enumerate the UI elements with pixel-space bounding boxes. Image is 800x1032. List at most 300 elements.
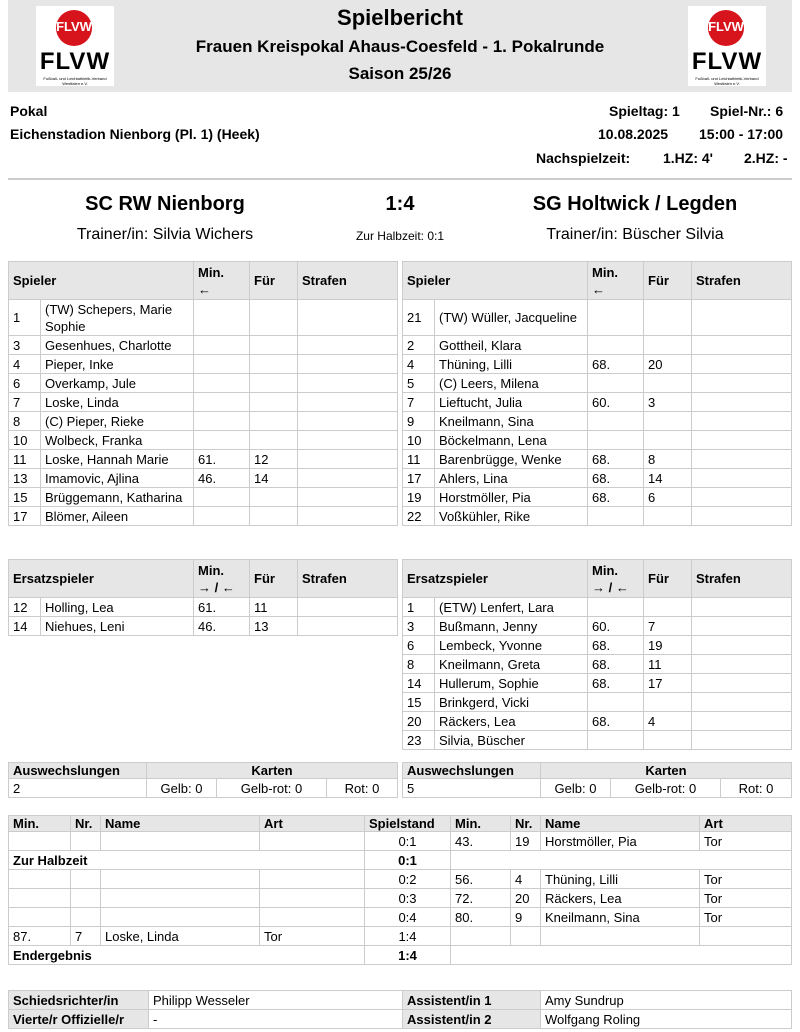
- sub-for: 20: [644, 355, 692, 374]
- player-name: Silvia, Büscher: [435, 731, 588, 750]
- sub-minute: 68.: [588, 712, 644, 731]
- player-number: 1: [9, 300, 41, 336]
- away-player: Räckers, Lea: [541, 889, 700, 908]
- player-name: (C) Leers, Milena: [435, 374, 588, 393]
- penalties: [298, 431, 398, 450]
- player-name: Pieper, Inke: [41, 355, 194, 374]
- sub-minute: 68.: [588, 636, 644, 655]
- col-strafen: Strafen: [692, 560, 792, 598]
- fourth-official-name: -: [149, 1010, 403, 1029]
- col-nr: Nr.: [71, 816, 101, 832]
- home-player: Loske, Linda: [101, 927, 260, 946]
- away-number: [511, 927, 541, 946]
- yellow-red-count: Gelb-rot: 0: [611, 779, 721, 798]
- player-number: 23: [403, 731, 435, 750]
- player-number: 11: [403, 450, 435, 469]
- col-karten: Karten: [147, 763, 398, 779]
- player-name: Böckelmann, Lena: [435, 431, 588, 450]
- sub-for: 6: [644, 488, 692, 507]
- player-name: Lieftucht, Julia: [435, 393, 588, 412]
- final-score: 1:4: [385, 193, 415, 215]
- away-number: 20: [511, 889, 541, 908]
- player-row: [403, 598, 792, 617]
- penalties: [692, 469, 792, 488]
- sub-for: [644, 731, 692, 750]
- penalties: [298, 374, 398, 393]
- penalties: [692, 412, 792, 431]
- sub-for: 3: [644, 393, 692, 412]
- home-type: [260, 870, 365, 889]
- home-minute: [9, 908, 71, 927]
- home-number: 7: [71, 927, 101, 946]
- player-name: Blömer, Aileen: [41, 507, 194, 526]
- col-min: Min.: [9, 816, 71, 832]
- home-minute: [9, 832, 71, 851]
- away-subs-table: [402, 559, 792, 750]
- player-row: [9, 507, 398, 526]
- away-number: 4: [511, 870, 541, 889]
- penalties: [692, 300, 792, 336]
- player-row: [403, 507, 792, 526]
- away-player: [541, 927, 700, 946]
- player-number: 10: [403, 431, 435, 450]
- player-row: [9, 469, 398, 488]
- competition-title: Frauen Kreispokal Ahaus-Coesfeld - 1. Pokalrunde: [195, 37, 605, 56]
- logo-subtext: Fußball- und Leichtathletik-Verband Westfalen e.V.: [43, 76, 107, 86]
- col-name: Name: [101, 816, 260, 832]
- matchday: Spieltag: 1: [609, 103, 680, 119]
- fourth-official-label: Vierte/r Offizielle/r: [9, 1010, 149, 1029]
- home-number: [71, 908, 101, 927]
- away-trainer: Trainer/in: Büscher Silvia: [546, 226, 724, 243]
- player-row: [403, 693, 792, 712]
- penalties: [692, 507, 792, 526]
- away-minute: 72.: [451, 889, 511, 908]
- col-art: Art: [260, 816, 365, 832]
- col-nr: Nr.: [511, 816, 541, 832]
- player-name: Imamovic, Ajlina: [41, 469, 194, 488]
- sub-minute: [588, 431, 644, 450]
- player-number: 13: [9, 469, 41, 488]
- home-minute: [9, 889, 71, 908]
- halftime-score: Zur Halbzeit: 0:1: [355, 229, 445, 243]
- player-row: [403, 431, 792, 450]
- yellow-count: Gelb: 0: [147, 779, 217, 798]
- home-type: [260, 908, 365, 927]
- season-title: Saison 25/26: [348, 64, 452, 83]
- player-name: Brüggemann, Katharina: [41, 488, 194, 507]
- assistant1-label: Assistent/in 1: [403, 991, 541, 1010]
- stoppage-second-half: 2.HZ: -: [744, 150, 788, 166]
- yellow-count: Gelb: 0: [541, 779, 611, 798]
- player-number: 22: [403, 507, 435, 526]
- player-number: 4: [403, 355, 435, 374]
- col-name: Name: [541, 816, 700, 832]
- player-number: 3: [403, 617, 435, 636]
- player-row: [403, 469, 792, 488]
- home-subs-table: [8, 559, 398, 636]
- col-fuer: Für: [250, 560, 298, 598]
- flvw-logo-right: [688, 6, 766, 86]
- col-min: Min. → / ←: [194, 560, 250, 598]
- sub-for: [644, 336, 692, 355]
- player-number: 8: [9, 412, 41, 431]
- player-name: (ETW) Lenfert, Lara: [435, 598, 588, 617]
- away-type: Tor: [700, 889, 792, 908]
- player-name: Gottheil, Klara: [435, 336, 588, 355]
- sub-for: [250, 355, 298, 374]
- player-row: [403, 393, 792, 412]
- penalties: [692, 336, 792, 355]
- logo-subtext: Fußball- und Leichtathletik-Verband Westfalen e.V.: [695, 76, 759, 86]
- player-number: 17: [403, 469, 435, 488]
- sub-minute: [588, 336, 644, 355]
- away-player: Thüning, Lilli: [541, 870, 700, 889]
- sub-for: [250, 300, 298, 336]
- penalties: [692, 393, 792, 412]
- penalties: [692, 355, 792, 374]
- away-type: Tor: [700, 870, 792, 889]
- penalties: [692, 450, 792, 469]
- sub-minute: [194, 488, 250, 507]
- away-lineup-table: [402, 261, 792, 526]
- final-row-label: Endergebnis: [9, 946, 365, 965]
- player-number: 7: [403, 393, 435, 412]
- col-min: Min. ←: [194, 262, 250, 300]
- home-team: SC RW Nienborg: [85, 193, 245, 215]
- penalties: [692, 731, 792, 750]
- away-number: 19: [511, 832, 541, 851]
- col-ersatz: Ersatzspieler: [9, 560, 194, 598]
- away-summary-table: [402, 762, 792, 798]
- penalties: [298, 598, 398, 617]
- player-row: [403, 374, 792, 393]
- subs-count: 5: [403, 779, 541, 798]
- sub-minute: [194, 374, 250, 393]
- home-type: Tor: [260, 927, 365, 946]
- final-row-score: 1:4: [365, 946, 451, 965]
- player-row: [403, 674, 792, 693]
- sub-for: 4: [644, 712, 692, 731]
- event-row: [9, 908, 792, 927]
- player-row: [403, 355, 792, 374]
- away-minute: 80.: [451, 908, 511, 927]
- sub-for: [250, 412, 298, 431]
- player-number: 2: [403, 336, 435, 355]
- sub-minute: [588, 507, 644, 526]
- horse-emblem-icon: FLVW: [708, 10, 744, 46]
- sub-for: 12: [250, 450, 298, 469]
- player-name: Barenbrügge, Wenke: [435, 450, 588, 469]
- away-team: SG Holtwick / Legden: [532, 193, 738, 215]
- sub-minute: 68.: [588, 469, 644, 488]
- player-number: 1: [403, 598, 435, 617]
- sub-minute: [588, 731, 644, 750]
- player-name: Kneilmann, Sina: [435, 412, 588, 431]
- sub-minute: 60.: [588, 393, 644, 412]
- col-fuer: Für: [250, 262, 298, 300]
- sub-minute: 68.: [588, 674, 644, 693]
- sub-minute: [588, 693, 644, 712]
- sub-for: [644, 507, 692, 526]
- player-row: [403, 450, 792, 469]
- sub-minute: [194, 431, 250, 450]
- sub-for: [250, 507, 298, 526]
- player-number: 7: [9, 393, 41, 412]
- penalties: [692, 655, 792, 674]
- sub-for: 14: [250, 469, 298, 488]
- col-auswechslungen: Auswechslungen: [403, 763, 541, 779]
- home-number: [71, 832, 101, 851]
- player-number: 17: [9, 507, 41, 526]
- player-row: [9, 336, 398, 355]
- player-row: [9, 450, 398, 469]
- final-row: [9, 946, 792, 965]
- empty-cell: [451, 946, 792, 965]
- col-karten: Karten: [541, 763, 792, 779]
- assistant1-name: Amy Sundrup: [541, 991, 792, 1010]
- away-number: 9: [511, 908, 541, 927]
- sub-for: [250, 336, 298, 355]
- sub-for: 13: [250, 617, 298, 636]
- sub-minute: [194, 393, 250, 412]
- player-name: Räckers, Lea: [435, 712, 588, 731]
- event-row: [9, 927, 792, 946]
- sub-for: 8: [644, 450, 692, 469]
- venue: Eichenstadion Nienborg (Pl. 1) (Heek): [10, 126, 260, 142]
- player-name: Thüning, Lilli: [435, 355, 588, 374]
- player-row: [9, 300, 398, 336]
- sub-for: [644, 598, 692, 617]
- penalties: [298, 300, 398, 336]
- sub-minute: [194, 300, 250, 336]
- player-row: [9, 355, 398, 374]
- sub-for: [644, 412, 692, 431]
- home-type: [260, 889, 365, 908]
- home-type: [260, 832, 365, 851]
- penalties: [692, 636, 792, 655]
- player-number: 14: [403, 674, 435, 693]
- home-minute: 87.: [9, 927, 71, 946]
- penalties: [692, 674, 792, 693]
- player-number: 10: [9, 431, 41, 450]
- sub-for: [644, 431, 692, 450]
- match-time: 15:00 - 17:00: [699, 126, 784, 142]
- home-player: [101, 889, 260, 908]
- player-row: [403, 412, 792, 431]
- penalties: [298, 336, 398, 355]
- event-row: [9, 870, 792, 889]
- sub-for: [250, 374, 298, 393]
- home-trainer: Trainer/in: Silvia Wichers: [76, 226, 254, 243]
- assistant2-label: Assistent/in 2: [403, 1010, 541, 1029]
- match-date: 10.08.2025: [598, 126, 669, 142]
- col-min: Min. ←: [588, 262, 644, 300]
- player-row: [9, 431, 398, 450]
- penalties: [298, 469, 398, 488]
- player-number: 3: [9, 336, 41, 355]
- sub-minute: [588, 374, 644, 393]
- home-minute: [9, 870, 71, 889]
- sub-minute: [194, 507, 250, 526]
- player-row: [403, 655, 792, 674]
- player-row: [9, 374, 398, 393]
- player-row: [403, 488, 792, 507]
- home-player: [101, 908, 260, 927]
- player-row: [403, 712, 792, 731]
- event-row: [9, 889, 792, 908]
- col-ersatz: Ersatzspieler: [403, 560, 588, 598]
- empty-cell: [451, 851, 792, 870]
- penalties: [692, 598, 792, 617]
- player-row: [403, 617, 792, 636]
- penalties: [298, 450, 398, 469]
- horse-emblem-icon: FLVW: [56, 10, 92, 46]
- col-fuer: Für: [644, 262, 692, 300]
- sub-for: 11: [250, 598, 298, 617]
- player-number: 6: [403, 636, 435, 655]
- player-row: [403, 336, 792, 355]
- player-name: Holling, Lea: [41, 598, 194, 617]
- sub-minute: 46.: [194, 617, 250, 636]
- player-number: 5: [403, 374, 435, 393]
- sub-minute: [194, 336, 250, 355]
- subs-count: 2: [9, 779, 147, 798]
- player-number: 12: [9, 598, 41, 617]
- halftime-row: [9, 851, 792, 870]
- player-number: 20: [403, 712, 435, 731]
- player-number: 6: [9, 374, 41, 393]
- sub-for: 7: [644, 617, 692, 636]
- player-name: (TW) Schepers, Marie Sophie: [41, 300, 194, 336]
- player-number: 15: [9, 488, 41, 507]
- player-name: Lembeck, Yvonne: [435, 636, 588, 655]
- home-number: [71, 889, 101, 908]
- sub-for: [644, 300, 692, 336]
- penalties: [298, 355, 398, 374]
- score: 1:4: [365, 927, 451, 946]
- away-player: Horstmöller, Pia: [541, 832, 700, 851]
- col-art: Art: [700, 816, 792, 832]
- player-row: [403, 300, 792, 336]
- penalties: [692, 712, 792, 731]
- sub-minute: 60.: [588, 617, 644, 636]
- away-minute: 43.: [451, 832, 511, 851]
- sub-minute: [194, 355, 250, 374]
- sub-for: [250, 393, 298, 412]
- penalties: [692, 488, 792, 507]
- sub-for: 11: [644, 655, 692, 674]
- player-row: [403, 636, 792, 655]
- referee-name: Philipp Wesseler: [149, 991, 403, 1010]
- player-name: Loske, Hannah Marie: [41, 450, 194, 469]
- player-name: Kneilmann, Greta: [435, 655, 588, 674]
- home-player: [101, 870, 260, 889]
- col-auswechslungen: Auswechslungen: [9, 763, 147, 779]
- player-row: [9, 488, 398, 507]
- player-number: 8: [403, 655, 435, 674]
- halftime-row-score: 0:1: [365, 851, 451, 870]
- penalties: [298, 412, 398, 431]
- player-number: 9: [403, 412, 435, 431]
- col-fuer: Für: [644, 560, 692, 598]
- col-strafen: Strafen: [298, 262, 398, 300]
- referee-label: Schiedsrichter/in: [9, 991, 149, 1010]
- player-name: Loske, Linda: [41, 393, 194, 412]
- sub-for: [644, 693, 692, 712]
- sub-minute: 68.: [588, 655, 644, 674]
- player-name: Voßkühler, Rike: [435, 507, 588, 526]
- sub-for: [644, 374, 692, 393]
- sub-minute: 46.: [194, 469, 250, 488]
- sub-minute: 68.: [588, 355, 644, 374]
- player-name: Horstmöller, Pia: [435, 488, 588, 507]
- col-spieler: Spieler: [403, 262, 588, 300]
- score: 0:3: [365, 889, 451, 908]
- logo-text: FLVW: [691, 48, 763, 75]
- penalties: [692, 693, 792, 712]
- penalties: [298, 393, 398, 412]
- score: 0:2: [365, 870, 451, 889]
- away-type: [700, 927, 792, 946]
- player-number: 11: [9, 450, 41, 469]
- sub-for: [250, 488, 298, 507]
- red-count: Rot: 0: [721, 779, 792, 798]
- player-number: 21: [403, 300, 435, 336]
- home-summary-table: [8, 762, 398, 798]
- player-row: [9, 598, 398, 617]
- sub-for: 14: [644, 469, 692, 488]
- competition-type: Pokal: [10, 103, 48, 119]
- col-min: Min.: [451, 816, 511, 832]
- player-row: [9, 412, 398, 431]
- stoppage-first-half: 1.HZ: 4': [663, 150, 714, 166]
- player-number: 15: [403, 693, 435, 712]
- sub-minute: [194, 412, 250, 431]
- flvw-logo-left: [36, 6, 114, 86]
- sub-for: [250, 431, 298, 450]
- stoppage-label: Nachspielzeit:: [536, 150, 631, 166]
- away-player: Kneilmann, Sina: [541, 908, 700, 927]
- player-name: Bußmann, Jenny: [435, 617, 588, 636]
- penalties: [692, 374, 792, 393]
- col-spielstand: Spielstand: [365, 816, 451, 832]
- home-number: [71, 870, 101, 889]
- col-spieler: Spieler: [9, 262, 194, 300]
- sub-minute: 68.: [588, 450, 644, 469]
- sub-minute: [588, 598, 644, 617]
- sub-minute: 61.: [194, 450, 250, 469]
- player-row: [403, 731, 792, 750]
- player-name: Overkamp, Jule: [41, 374, 194, 393]
- sub-for: 17: [644, 674, 692, 693]
- divider: [8, 178, 792, 180]
- penalties: [298, 617, 398, 636]
- match-number: Spiel-Nr.: 6: [710, 103, 784, 119]
- score: 0:4: [365, 908, 451, 927]
- sub-minute: [588, 412, 644, 431]
- away-minute: 56.: [451, 870, 511, 889]
- player-name: (TW) Wüller, Jacqueline: [435, 300, 588, 336]
- events-table: [8, 815, 792, 965]
- penalties: [692, 431, 792, 450]
- away-type: Tor: [700, 908, 792, 927]
- assistant2-name: Wolfgang Roling: [541, 1010, 792, 1029]
- player-name: Brinkgerd, Vicki: [435, 693, 588, 712]
- sub-minute: [588, 300, 644, 336]
- sub-minute: 61.: [194, 598, 250, 617]
- col-strafen: Strafen: [692, 262, 792, 300]
